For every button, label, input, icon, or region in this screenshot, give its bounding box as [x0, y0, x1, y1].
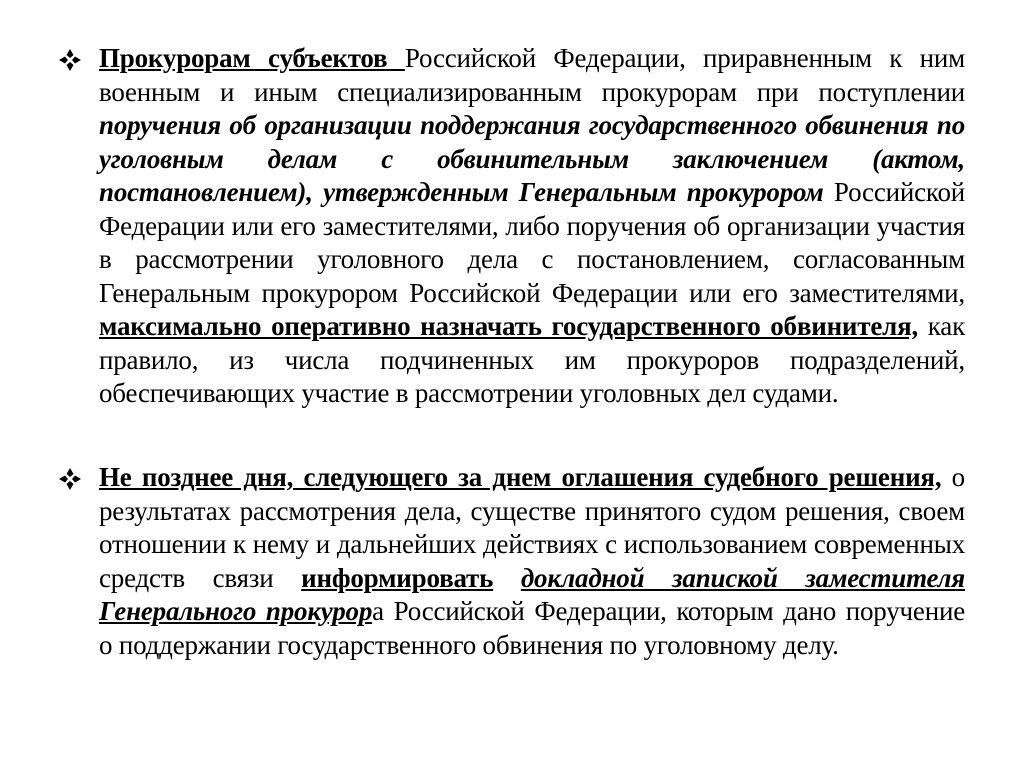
text-segment: Прокурорам субъектов [99, 43, 405, 73]
text-segment: как правило, из числа подчиненных им прокуроров подразделений, обеспечивающих участие в рассмотрении уголовных дел судами. [99, 311, 965, 408]
text-segment: Российской Федерации или его заместителями, либо поручения об организации участия в рассмотрении уголовного дела с постановлением, согласованным Генеральным прокурором Российской Федерации или его заместителями, [99, 177, 965, 308]
text-segment: Не позднее дня, следующего за днем оглашения судебного решения, [99, 462, 942, 492]
bullet-item-1 [58, 42, 966, 411]
text-segment: а Российской Федерации, которым дано поручение о поддержании государственного обвинения по уголовному делу. [99, 596, 965, 660]
text-segment: поручения об организации поддержания государственного обвинения по уголовным делам с обвинительным заключением (актом, постановлением), утвержденным Генеральным прокурором [99, 110, 965, 207]
text-segment: максимально оперативно назначать государственного обвинителя, [99, 311, 919, 341]
bullet-text [99, 42, 965, 411]
text-segment [493, 563, 521, 593]
text-segment: докладной запиской заместителя Генерального прокурор [99, 562, 965, 626]
bullet-item-2 [58, 461, 966, 662]
text-segment: информировать [301, 562, 494, 593]
text-segment: о результатах рассмотрения дела, существе принятого судом решения, своем отношении к нему и дальнейших действиях с использованием современных средств связи [99, 462, 965, 593]
diamond-bullet-icon [58, 467, 82, 491]
bullet-text [99, 461, 965, 662]
text-segment: Российской Федерации, приравненным к ним военным и иным специализированным прокурорам при поступлении [99, 43, 965, 107]
diamond-bullet-icon [58, 48, 82, 72]
